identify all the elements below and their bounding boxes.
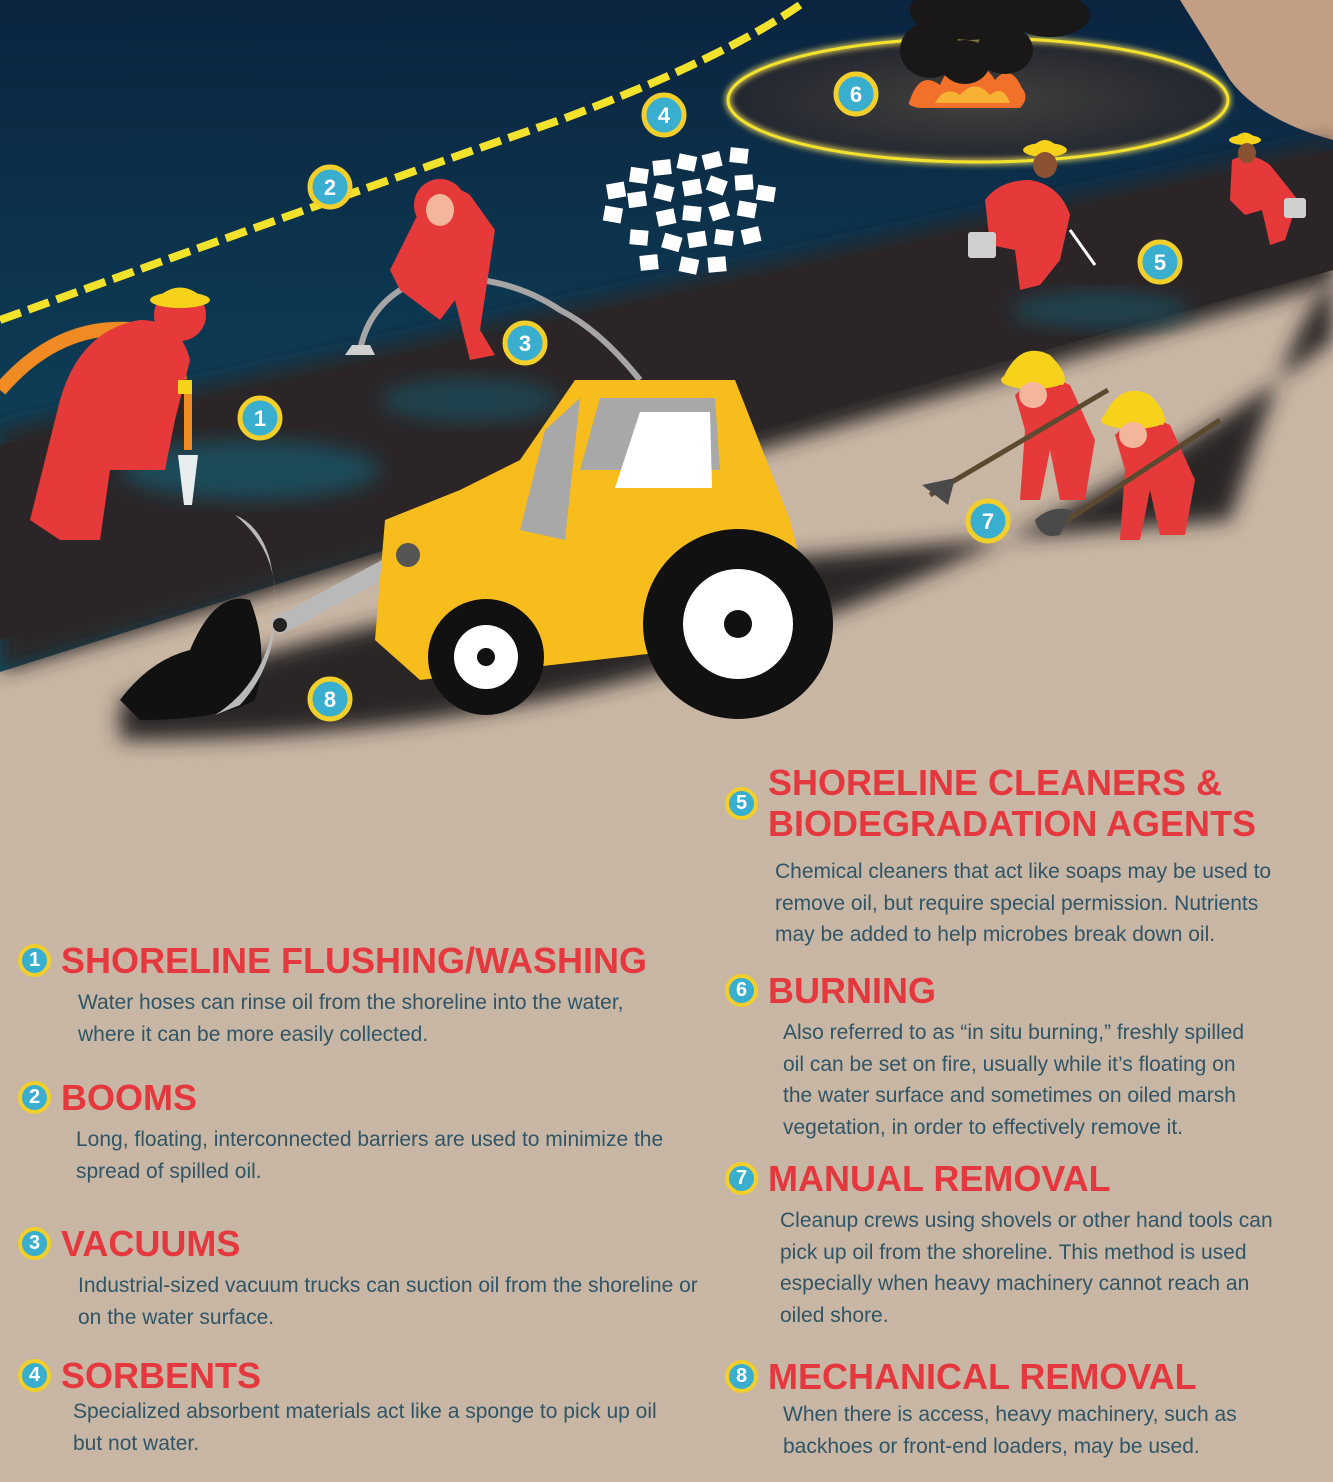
section-burning [725,970,1325,1143]
svg-text:2: 2 [323,175,337,200]
svg-text:3: 3 [518,331,532,356]
section-number-badge: 2 [18,1081,51,1114]
section-title: SHORELINE FLUSHING/WASHING [61,940,648,981]
water-sheen [380,378,560,422]
section-description: Specialized absorbent materials act like a sponge to pick up oil but not water. [73,1400,657,1455]
section-booms [18,1077,698,1187]
svg-text:7: 7 [981,509,995,534]
section-number-badge: 8 [725,1360,758,1393]
section-number-badge: 5 [725,787,758,820]
loader-rear-wheel [643,529,833,719]
section-title: VACUUMS [61,1223,241,1264]
scene-badge-1 [240,398,280,438]
section-title-line-2: BIODEGRADATION AGENTS [768,803,1257,844]
section-title: BOOMS [61,1077,198,1118]
scene-badge-3 [505,323,545,363]
section-title: SORBENTS [61,1355,262,1396]
section-shoreline-flushing [18,940,698,1050]
section-title: MECHANICAL REMOVAL [768,1356,1197,1397]
section-title [768,762,1256,844]
svg-text:1: 1 [253,406,267,431]
section-number-badge: 1 [18,944,51,977]
scene-badge-2 [310,167,350,207]
section-description: Cleanup crews using shovels or other hand tools can pick up oil from the shoreline. This method is used especially when heavy machinery cannot reach an oiled shore. [780,1209,1273,1327]
section-sorbents [18,1355,698,1459]
section-description: Chemical cleaners that act like soaps may be used to remove oil, but require special permission. Nutrients may be added to help microbes break down oil. [775,860,1272,946]
scene-badge-5 [1140,242,1180,282]
scene-badge-7 [968,501,1008,541]
section-vacuums [18,1223,698,1333]
section-description: When there is access, heavy machinery, such as backhoes or front-end loaders, may be used. [783,1403,1237,1458]
section-number-badge: 7 [725,1162,758,1195]
section-description: Industrial-sized vacuum trucks can suction oil from the shoreline or on the water surface. [78,1274,698,1329]
section-number-badge: 4 [18,1359,51,1392]
section-number-badge: 6 [725,974,758,1007]
scene-badge-6 [836,74,876,114]
loader-front-wheel [428,599,544,715]
section-title-line-1: SHORELINE CLEANERS & [768,762,1223,803]
section-manual-removal [725,1158,1325,1331]
section-title: BURNING [768,970,936,1011]
section-mechanical-removal [725,1356,1325,1462]
section-description: Water hoses can rinse oil from the shoreline into the water, where it can be more easily collected. [78,991,624,1046]
svg-text:5: 5 [1153,250,1167,275]
section-number-badge: 3 [18,1227,51,1260]
svg-text:8: 8 [323,687,337,712]
section-shoreline-cleaners [725,762,1325,951]
svg-text:4: 4 [657,103,671,128]
section-description: Long, floating, interconnected barriers are used to minimize the spread of spilled oil. [76,1128,664,1183]
water-sheen [1010,292,1190,328]
scene-badge-8 [310,679,350,719]
svg-text:6: 6 [849,82,863,107]
section-description: Also referred to as “in situ burning,” freshly spilled oil can be set on fire, usually while it’s floating on the water surface and sometimes on oiled marsh vegetation, in order to effectively remove it. [783,1021,1245,1139]
section-title: MANUAL REMOVAL [768,1158,1111,1199]
scene-badge-4 [644,95,684,135]
